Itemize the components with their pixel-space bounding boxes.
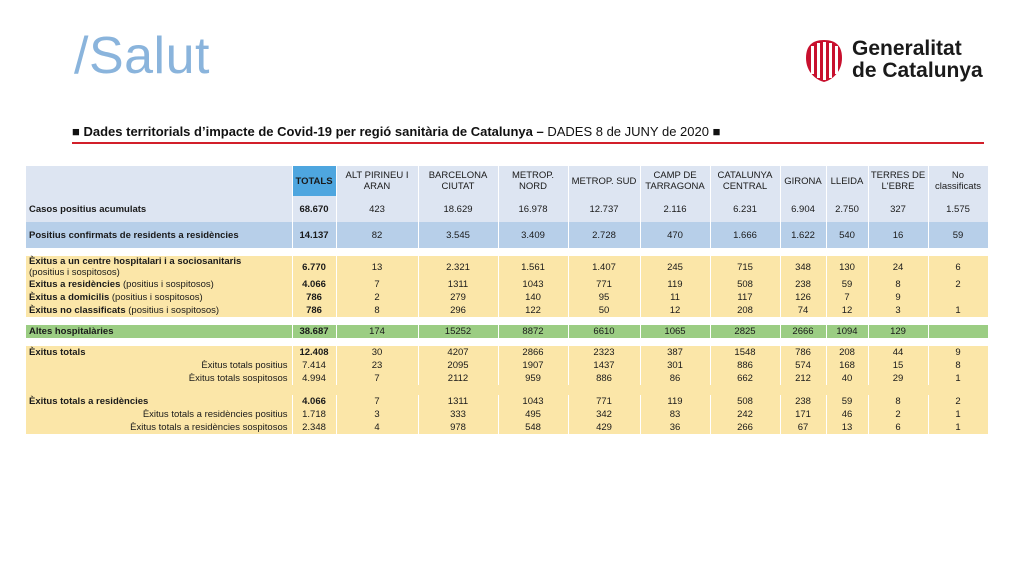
cell: 1043 [498,278,568,291]
cell: 1043 [498,395,568,408]
cell: 771 [568,278,640,291]
col-header: No classificats [928,166,988,196]
cell: 2323 [568,346,640,359]
cell: 16 [868,222,928,248]
cell: 36 [640,421,710,434]
cell: 7 [336,395,418,408]
row-label: Positius confirmats de residents a residències [26,222,292,248]
cell: 786 [780,346,826,359]
cell: 95 [568,291,640,304]
cell: 6.231 [710,196,780,222]
cell: 3.409 [498,222,568,248]
cell: 342 [568,408,640,421]
table-row [26,408,988,421]
cell: 59 [826,395,868,408]
cell: 18.629 [418,196,498,222]
cell: 8 [928,359,988,372]
cell: 8 [336,304,418,317]
cell: 24 [868,256,928,278]
cell: 423 [336,196,418,222]
cell: 2095 [418,359,498,372]
cell: 74 [780,304,826,317]
cell: 301 [640,359,710,372]
row-label: Èxitus a domicilis (positius i sospitosos) [26,291,292,304]
cell: 715 [710,256,780,278]
cell: 7.414 [292,359,336,372]
row-label: Èxitus totals a residències [26,395,292,408]
generalitat-logo [804,38,983,84]
square-bullet-icon: ■ [712,124,721,139]
title-date: DADES 8 de JUNY de 2020 [547,124,709,139]
title-underline [72,142,984,144]
cell: 2.116 [640,196,710,222]
header-row [26,166,988,196]
cell: 119 [640,395,710,408]
table-row [26,421,988,434]
cell: 279 [418,291,498,304]
row-label: Èxitus totals sospitosos [26,372,292,385]
row-label: Èxitus a un centre hospitalari i a sociosanitaris (positius i sospitosos) [26,256,292,278]
cell: 14.137 [292,222,336,248]
cell: 6 [928,256,988,278]
cell: 1094 [826,325,868,338]
cell: 68.670 [292,196,336,222]
cell: 1311 [418,278,498,291]
row-label: Èxitus totals [26,346,292,359]
cell: 574 [780,359,826,372]
cell: 2866 [498,346,568,359]
cell: 786 [292,291,336,304]
cell: 126 [780,291,826,304]
cell: 11 [640,291,710,304]
cell: 4 [336,421,418,434]
cell: 59 [826,278,868,291]
cell: 1 [928,408,988,421]
cell: 1.575 [928,196,988,222]
cell: 83 [640,408,710,421]
cell: 4.994 [292,372,336,385]
cell: 12.737 [568,196,640,222]
col-header: CAMP DE TARRAGONA [640,166,710,196]
cell: 30 [336,346,418,359]
cell: 470 [640,222,710,248]
cell: 2.321 [418,256,498,278]
cell: 15252 [418,325,498,338]
cell: 13 [336,256,418,278]
cell: 296 [418,304,498,317]
table-row [26,372,988,385]
cell: 495 [498,408,568,421]
cell: 333 [418,408,498,421]
cell: 8872 [498,325,568,338]
cell: 4207 [418,346,498,359]
col-header: TERRES DE L'EBRE [868,166,928,196]
cell: 3.545 [418,222,498,248]
page-title [72,124,720,139]
cell: 4.066 [292,395,336,408]
cell: 23 [336,359,418,372]
cell: 46 [826,408,868,421]
cell: 348 [780,256,826,278]
cell: 6 [868,421,928,434]
cell: 959 [498,372,568,385]
cell: 1437 [568,359,640,372]
cell: 40 [826,372,868,385]
cell: 2.728 [568,222,640,248]
cell: 171 [780,408,826,421]
cell: 117 [710,291,780,304]
cell: 1548 [710,346,780,359]
row-label: Èxitus no classificats (positius i sospitosos) [26,304,292,317]
cell: 2.750 [826,196,868,222]
col-header: ALT PIRINEU I ARAN [336,166,418,196]
cell: 208 [826,346,868,359]
cell: 168 [826,359,868,372]
cell: 12.408 [292,346,336,359]
cell: 238 [780,278,826,291]
cell: 9 [868,291,928,304]
cell [928,291,988,304]
cell: 1 [928,372,988,385]
cell: 2 [928,395,988,408]
cell: 886 [710,359,780,372]
cell: 548 [498,421,568,434]
generalitat-line2: de Catalunya [852,59,983,82]
cell: 122 [498,304,568,317]
cell: 1.561 [498,256,568,278]
cell: 208 [710,304,780,317]
header-corner [26,166,292,196]
table-row [26,278,988,291]
table-row [26,291,988,304]
cell: 2 [336,291,418,304]
cell: 6610 [568,325,640,338]
cell: 662 [710,372,780,385]
cell: 12 [640,304,710,317]
cell: 29 [868,372,928,385]
cell: 16.978 [498,196,568,222]
cell: 67 [780,421,826,434]
cell: 242 [710,408,780,421]
cell: 8 [868,278,928,291]
cell: 1.407 [568,256,640,278]
row-label: Altes hospitalàries [26,325,292,338]
cell: 119 [640,278,710,291]
cell: 786 [292,304,336,317]
cell: 886 [568,372,640,385]
cell: 245 [640,256,710,278]
cell: 50 [568,304,640,317]
table-row [26,346,988,359]
cell: 2 [928,278,988,291]
cell: 3 [868,304,928,317]
cell: 1065 [640,325,710,338]
cell: 12 [826,304,868,317]
table-row [26,325,988,338]
cell: 1907 [498,359,568,372]
table-row [26,196,988,222]
cell: 4.066 [292,278,336,291]
cell: 540 [826,222,868,248]
cell: 1.718 [292,408,336,421]
cell: 7 [826,291,868,304]
cell [928,325,988,338]
cell: 3 [336,408,418,421]
cell: 86 [640,372,710,385]
cell: 1 [928,421,988,434]
table-row [26,256,988,278]
table-row [26,222,988,248]
row-label: Èxitus totals a residències sospitosos [26,421,292,434]
cell: 1.666 [710,222,780,248]
cell: 429 [568,421,640,434]
cell: 1.622 [780,222,826,248]
cell: 174 [336,325,418,338]
cell: 8 [868,395,928,408]
data-table [26,166,989,434]
cell: 1 [928,304,988,317]
generalitat-emblem-icon [804,38,844,84]
cell: 2825 [710,325,780,338]
cell: 140 [498,291,568,304]
cell: 2112 [418,372,498,385]
table-row [26,304,988,317]
cell: 6.904 [780,196,826,222]
cell: 978 [418,421,498,434]
cell: 7 [336,372,418,385]
cell: 59 [928,222,988,248]
cell: 238 [780,395,826,408]
cell: 327 [868,196,928,222]
row-label: Èxitus totals positius [26,359,292,372]
cell: 508 [710,278,780,291]
cell: 2 [868,408,928,421]
col-header: METROP. SUD [568,166,640,196]
generalitat-line1: Generalitat [852,37,962,60]
table-row [26,395,988,408]
cell: 15 [868,359,928,372]
col-header: BARCELONA CIUTAT [418,166,498,196]
cell: 7 [336,278,418,291]
cell: 82 [336,222,418,248]
col-header: LLEIDA [826,166,868,196]
cell: 212 [780,372,826,385]
cell: 266 [710,421,780,434]
cell: 38.687 [292,325,336,338]
square-bullet-icon: ■ [72,124,80,139]
col-header: GIRONA [780,166,826,196]
cell: 130 [826,256,868,278]
col-header: METROP. NORD [498,166,568,196]
row-label: Casos positius acumulats [26,196,292,222]
cell: 1311 [418,395,498,408]
row-label: Èxitus totals a residències positius [26,408,292,421]
cell: 6.770 [292,256,336,278]
cell: 2.348 [292,421,336,434]
table-row [26,359,988,372]
salut-logo: /Salut [74,27,210,85]
cell: 508 [710,395,780,408]
col-header: TOTALS [292,166,336,196]
cell: 129 [868,325,928,338]
col-header: CATALUNYA CENTRAL [710,166,780,196]
cell: 2666 [780,325,826,338]
cell: 387 [640,346,710,359]
cell: 9 [928,346,988,359]
cell: 771 [568,395,640,408]
cell: 44 [868,346,928,359]
title-bold: Dades territorials d’impacte de Covid-19 per regió sanitària de Catalunya – [83,124,544,139]
row-label: Exitus a residències (positius i sospitosos) [26,278,292,291]
cell: 13 [826,421,868,434]
